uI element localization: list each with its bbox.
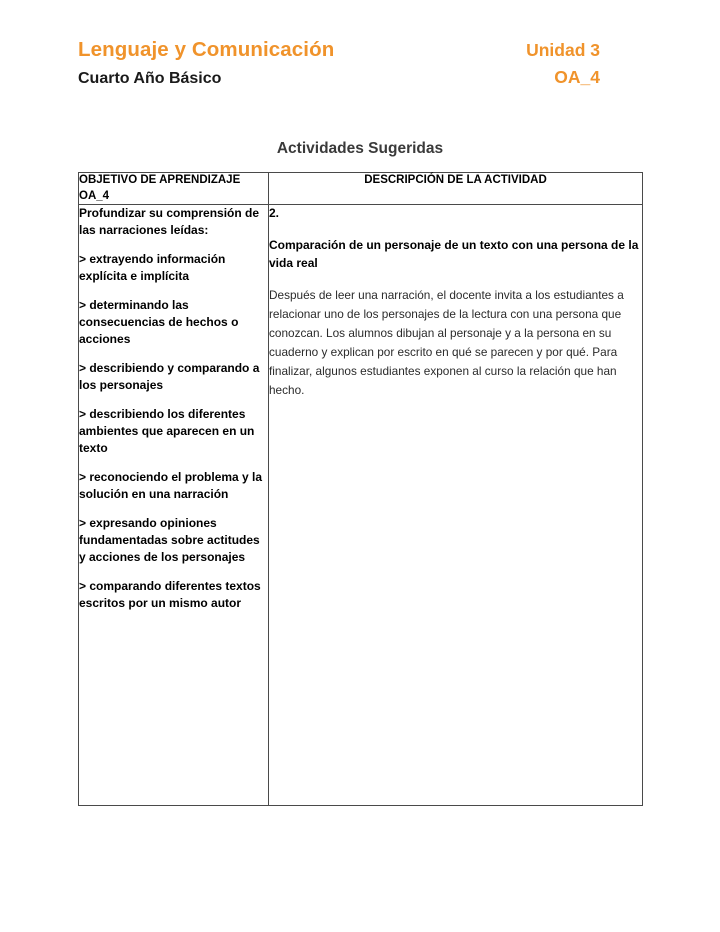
objective-item-2: > describiendo y comparando a los personajes xyxy=(79,360,260,393)
activity-title: Comparación de un personaje de un texto con una persona de la vida real xyxy=(269,237,639,270)
objective-item-4: > reconociendo el problema y la solución en una narración xyxy=(79,469,263,502)
oa-code: OA_4 xyxy=(554,67,600,87)
section-heading: Actividades Sugeridas xyxy=(276,140,444,157)
table-row xyxy=(79,205,643,806)
activity-cell xyxy=(269,205,643,806)
column-header-description: DESCRIPCIÓN DE LA ACTIVIDAD xyxy=(269,173,643,205)
activities-table xyxy=(78,172,643,806)
table-header-row xyxy=(79,173,643,205)
subject-title: Lenguaje y Comunicación xyxy=(78,38,335,61)
objective-cell xyxy=(79,205,269,806)
activity-body: Después de leer una narración, el docente invita a los estudiantes a relacionar uno de los personajes de la lectura con una persona que conozcan. Los alumnos dibujan al personaje y a la persona en su cuaderno y explican por escrito en qué se parecen y por qué. Para finalizar, algunos estudiantes exponen al curso la relación que han hecho. xyxy=(269,287,624,398)
activity-number: 2. xyxy=(269,206,280,221)
objective-item-5: > expresando opiniones fundamentadas sobre actitudes y acciones de los personajes xyxy=(79,515,260,565)
objective-intro: Profundizar su comprensión de las narraciones leídas: xyxy=(79,206,260,238)
objective-item-3: > describiendo los diferentes ambientes que aparecen en un texto xyxy=(79,406,255,456)
unit-title: Unidad 3 xyxy=(526,40,600,60)
column-header-objective: OBJETIVO DE APRENDIZAJE OA_4 xyxy=(79,173,269,205)
objective-item-6: > comparando diferentes textos escritos por un mismo autor xyxy=(79,578,261,611)
objective-item-1: > determinando las consecuencias de hechos o acciones xyxy=(79,297,239,347)
objective-item-0: > extrayendo información explícita e implícita xyxy=(79,251,226,284)
header-top-row xyxy=(78,38,642,62)
header-bottom-row xyxy=(78,67,642,88)
grade-title: Cuarto Año Básico xyxy=(78,70,222,87)
document-header xyxy=(78,38,642,98)
